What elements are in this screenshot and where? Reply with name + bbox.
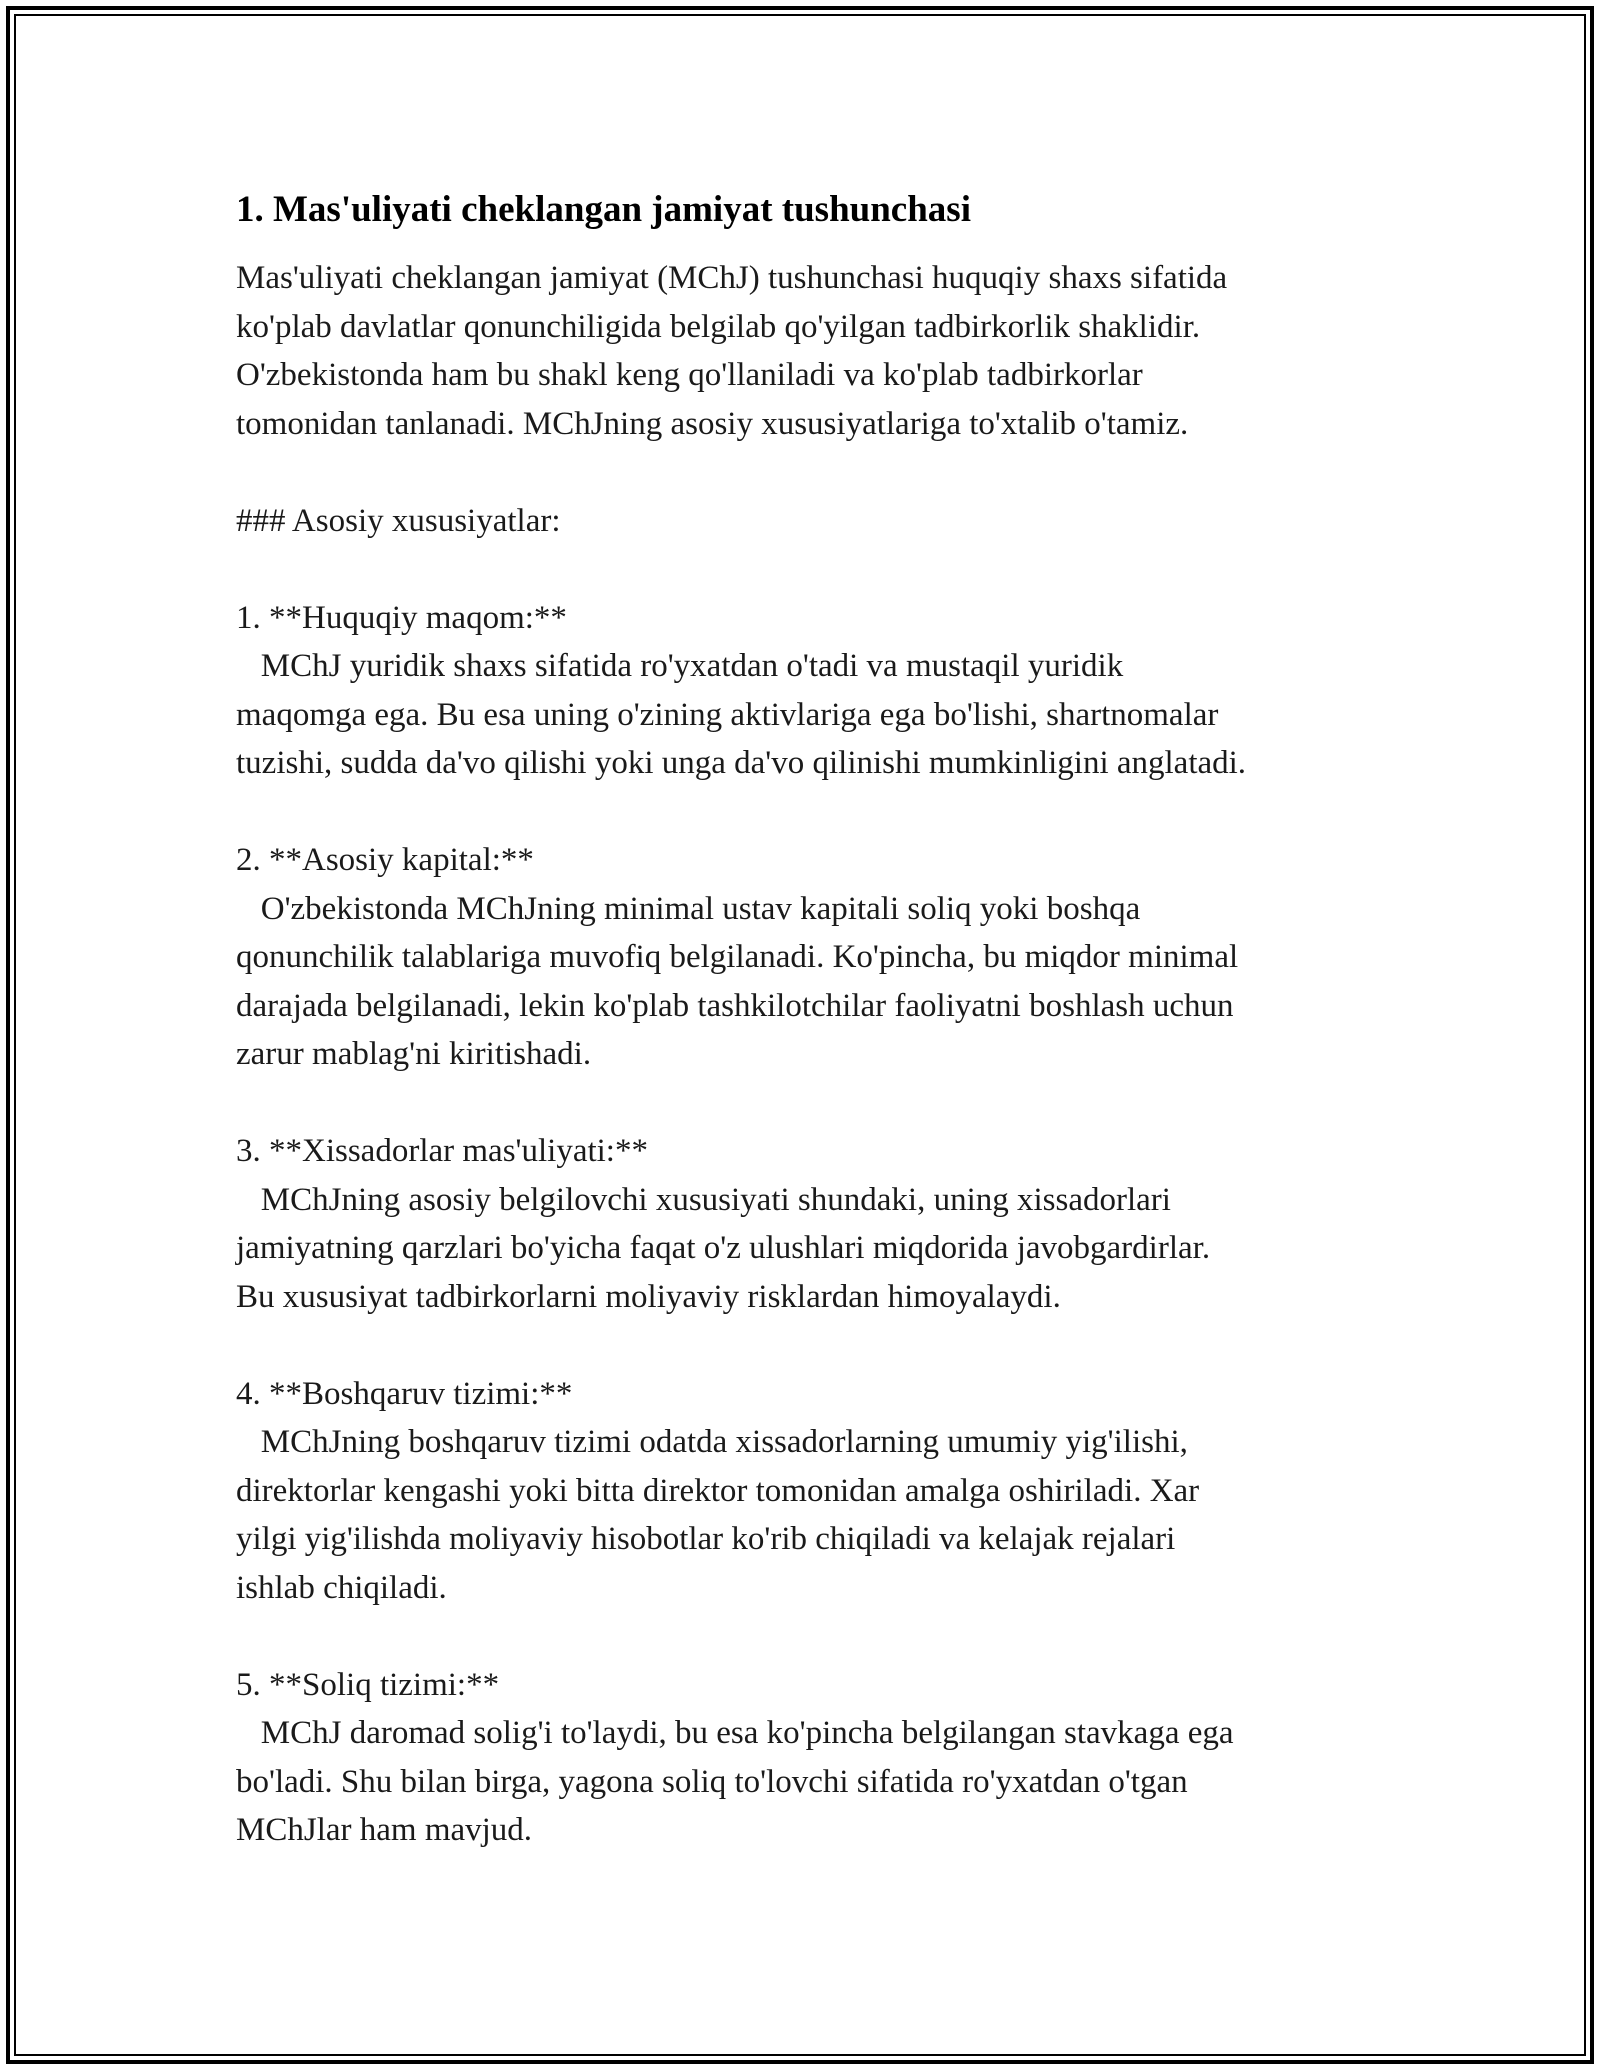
list-item-heading: 1. **Huquqiy maqom:** bbox=[236, 599, 567, 636]
list-item bbox=[236, 836, 1366, 1079]
intro-paragraph: Mas'uliyati cheklangan jamiyat (MChJ) tushunchasi huquqiy shaxs sifatida ko'plab davlatlar qonunchiligida belgilab qo'yilgan tadbirkorlik shaklidir. O'zbekistonda ham bu shakl keng qo'llaniladi va ko'plab tadbirkorlar tomonidan tanlanadi. MChJning asosiy xususiyatlariga to'xtalib o'tamiz. bbox=[236, 260, 1228, 442]
list-item-heading: 2. **Asosiy kapital:** bbox=[236, 842, 534, 878]
spacer bbox=[236, 788, 1366, 837]
list-item bbox=[236, 1661, 1366, 1855]
spacer bbox=[236, 448, 1366, 497]
document-body bbox=[236, 186, 1366, 1855]
page-title: 1. Mas'uliyati cheklangan jamiyat tushunchasi bbox=[236, 189, 971, 230]
list-item-body: MChJ yuridik shaxs sifatida ro'yxatdan o'tadi va mustaqil yuridik maqomga ega. Bu esa uning o'zining aktivlariga ega bo'lishi, shartnomalar tuzishi, sudda da'vo qilishi yoki unga da'vo qilinishi mumkinligini anglatadi. bbox=[236, 648, 1247, 781]
list-item-body: O'zbekistonda MChJning minimal ustav kapitali soliq yoki boshqa qonunchilik talablariga muvofiq belgilanadi. Ko'pincha, bu miqdor minimal darajada belgilanadi, lekin ko'plab tashkilotchilar faoliyatni boshlash uchun zarur mablag'ni kiritishadi. bbox=[236, 890, 1239, 1072]
spacer bbox=[236, 545, 1366, 594]
list-item-body: MChJning boshqaruv tizimi odatda xissadorlarning umumiy yig'ilishi, direktorlar kengashi yoki bitta direktor tomonidan amalga oshiriladi. Xar yilgi yig'ilishda moliyaviy hisobotlar ko'rib chiqiladi va kelajak rejalari ishlab chiqiladi. bbox=[236, 1424, 1200, 1606]
list-item-heading: 3. **Xissadorlar mas'uliyati:** bbox=[236, 1133, 648, 1169]
list-item bbox=[236, 594, 1366, 788]
list-item bbox=[236, 1127, 1366, 1321]
section-heading: ### Asosiy xususiyatlar: bbox=[236, 502, 561, 539]
spacer bbox=[236, 1079, 1366, 1128]
list-item bbox=[236, 1370, 1366, 1613]
list-item-heading: 5. **Soliq tizimi:** bbox=[236, 1666, 500, 1703]
spacer bbox=[236, 1612, 1366, 1661]
list-item-body: MChJning asosiy belgilovchi xususiyati shundaki, uning xissadorlari jamiyatning qarzlari bo'yicha faqat o'z ulushlari miqdorida javobgardirlar. Bu xususiyat tadbirkorlarni moliyaviy risklardan himoyalaydi. bbox=[236, 1181, 1211, 1315]
list-item-heading: 4. **Boshqaruv tizimi:** bbox=[236, 1375, 573, 1412]
list-item-body: MChJ daromad solig'i to'laydi, bu esa ko'pincha belgilangan stavkaga ega bo'ladi. Shu bilan birga, yagona soliq to'lovchi sifatida ro'yxatdan o'tgan MChJlar ham mavjud. bbox=[236, 1715, 1234, 1848]
spacer bbox=[236, 1321, 1366, 1370]
